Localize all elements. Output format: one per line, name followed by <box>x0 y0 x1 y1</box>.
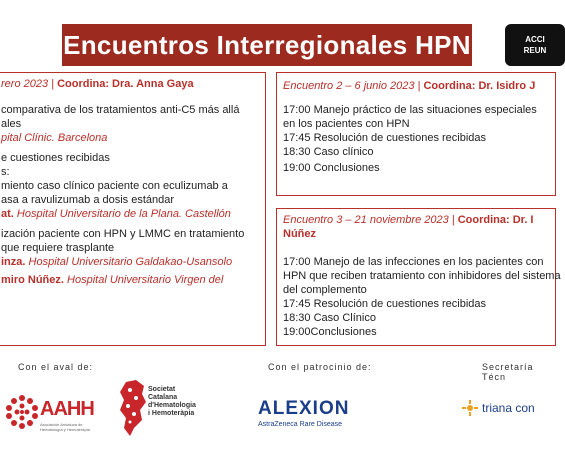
page-title: Encuentros Interregionales HPN <box>62 24 472 66</box>
agenda-line: del complemento <box>283 284 367 296</box>
triana-sun-icon <box>462 400 478 416</box>
access-button-line2: REUN <box>523 46 547 55</box>
encuentro-3-panel <box>276 208 561 346</box>
agenda-line: 17:00 Manejo de las infecciones en los pacientes con <box>283 256 544 268</box>
speaker-name: inza. <box>1 256 29 268</box>
access-button-line1: ACCI <box>525 35 545 44</box>
speaker-affiliation: Hospital Universitario Virgen del <box>67 274 224 286</box>
agenda-line: e cuestiones recibidas <box>1 152 110 164</box>
encuentro-1-date: rero 2023 | <box>1 78 58 90</box>
alexion-logo-text: ALEXION <box>258 398 350 419</box>
speaker-line <box>1 273 223 287</box>
alexion-logo-subtitle: AstraZeneca Rare Disease <box>258 421 343 428</box>
encuentro-3-coordinator-surname: Núñez <box>283 228 316 240</box>
speaker-affiliation: pital Clínic. Barcelona <box>1 132 108 144</box>
triana-logo <box>462 400 542 430</box>
encuentro-2-date: Encuentro 2 – 6 junio 2023 | <box>283 80 424 92</box>
speaker-line <box>1 255 232 269</box>
agenda-line: 17:45 Resolución de cuestiones recibidas <box>283 298 487 310</box>
speaker-affiliation: Hospital Universitario de la Plana. Castellón <box>16 208 231 220</box>
alexion-logo <box>258 398 368 438</box>
agenda-line: asa a ravulizumab a dosis estándar <box>1 194 175 206</box>
aahh-logo-subtitle: Asociación Andaluza de Hematología y Hemoterapia <box>40 422 90 432</box>
agenda-line: 19:00 Conclusiones <box>283 162 380 174</box>
agenda-line: comparativa de los tratamientos anti-C5 más allá <box>1 104 240 116</box>
encuentro-2-panel <box>276 72 556 196</box>
secretaria-label: Secretaría Técn <box>482 362 534 382</box>
agenda-line: 18:30 Caso Clínico <box>283 312 376 324</box>
agenda-line: en los pacientes con HPN <box>283 118 410 130</box>
scht-logo <box>118 378 208 448</box>
agenda-line: 17:45 Resolución de cuestiones recibidas <box>283 132 487 144</box>
scht-line: Societat <box>148 386 176 393</box>
scht-map-icon <box>118 378 148 438</box>
speaker-line <box>1 207 231 221</box>
scht-line: d'Hematologia <box>148 402 196 409</box>
speaker-affiliation: Hospital Universitario Galdakao-Usansolo <box>28 256 233 268</box>
agenda-line: ización paciente con HPN y LMMC en tratamiento <box>1 228 245 240</box>
aahh-dots-icon <box>2 392 42 432</box>
agenda-line: HPN que reciben tratamiento con inhibidores del sistema <box>283 270 561 282</box>
agenda-line: s: <box>1 166 10 178</box>
access-meeting-button[interactable] <box>505 24 565 66</box>
triana-logo-text: triana con <box>482 401 535 415</box>
encuentro-3-date: Encuentro 3 – 21 noviembre 2023 | <box>283 214 458 226</box>
encuentro-1-panel <box>0 72 266 346</box>
speaker-name: at. <box>1 208 17 220</box>
encuentro-3-header <box>283 213 533 227</box>
encuentro-1-header <box>1 77 194 91</box>
agenda-line: 18:30 Caso clínico <box>283 146 374 158</box>
scht-logo-text <box>148 386 196 418</box>
agenda-line: miento caso clínico paciente con eculizumab a <box>1 180 228 192</box>
agenda-line: ales <box>1 118 22 130</box>
patrocinio-label: Con el patrocinio de: <box>268 362 372 372</box>
speaker-name: miro Núñez. <box>1 274 68 286</box>
agenda-line: que requiere trasplante <box>1 242 115 254</box>
agenda-line: 19:00Conclusiones <box>283 326 377 338</box>
aval-label: Con el aval de: <box>18 362 94 372</box>
encuentro-1-coordinator: Coordina: Dra. Anna Gaya <box>57 78 194 90</box>
agenda-line: 17:00 Manejo práctico de las situaciones especiales <box>283 104 537 116</box>
encuentro-3-coordinator: Coordina: Dr. I <box>457 214 534 226</box>
aahh-logo <box>2 388 102 438</box>
encuentro-2-coordinator: Coordina: Dr. Isidro J <box>423 80 536 92</box>
encuentro-2-header <box>283 79 535 93</box>
scht-line: Catalana <box>148 394 178 401</box>
aahh-logo-text: AAHH <box>40 398 94 420</box>
scht-line: i Hemoteràpia <box>148 410 195 417</box>
